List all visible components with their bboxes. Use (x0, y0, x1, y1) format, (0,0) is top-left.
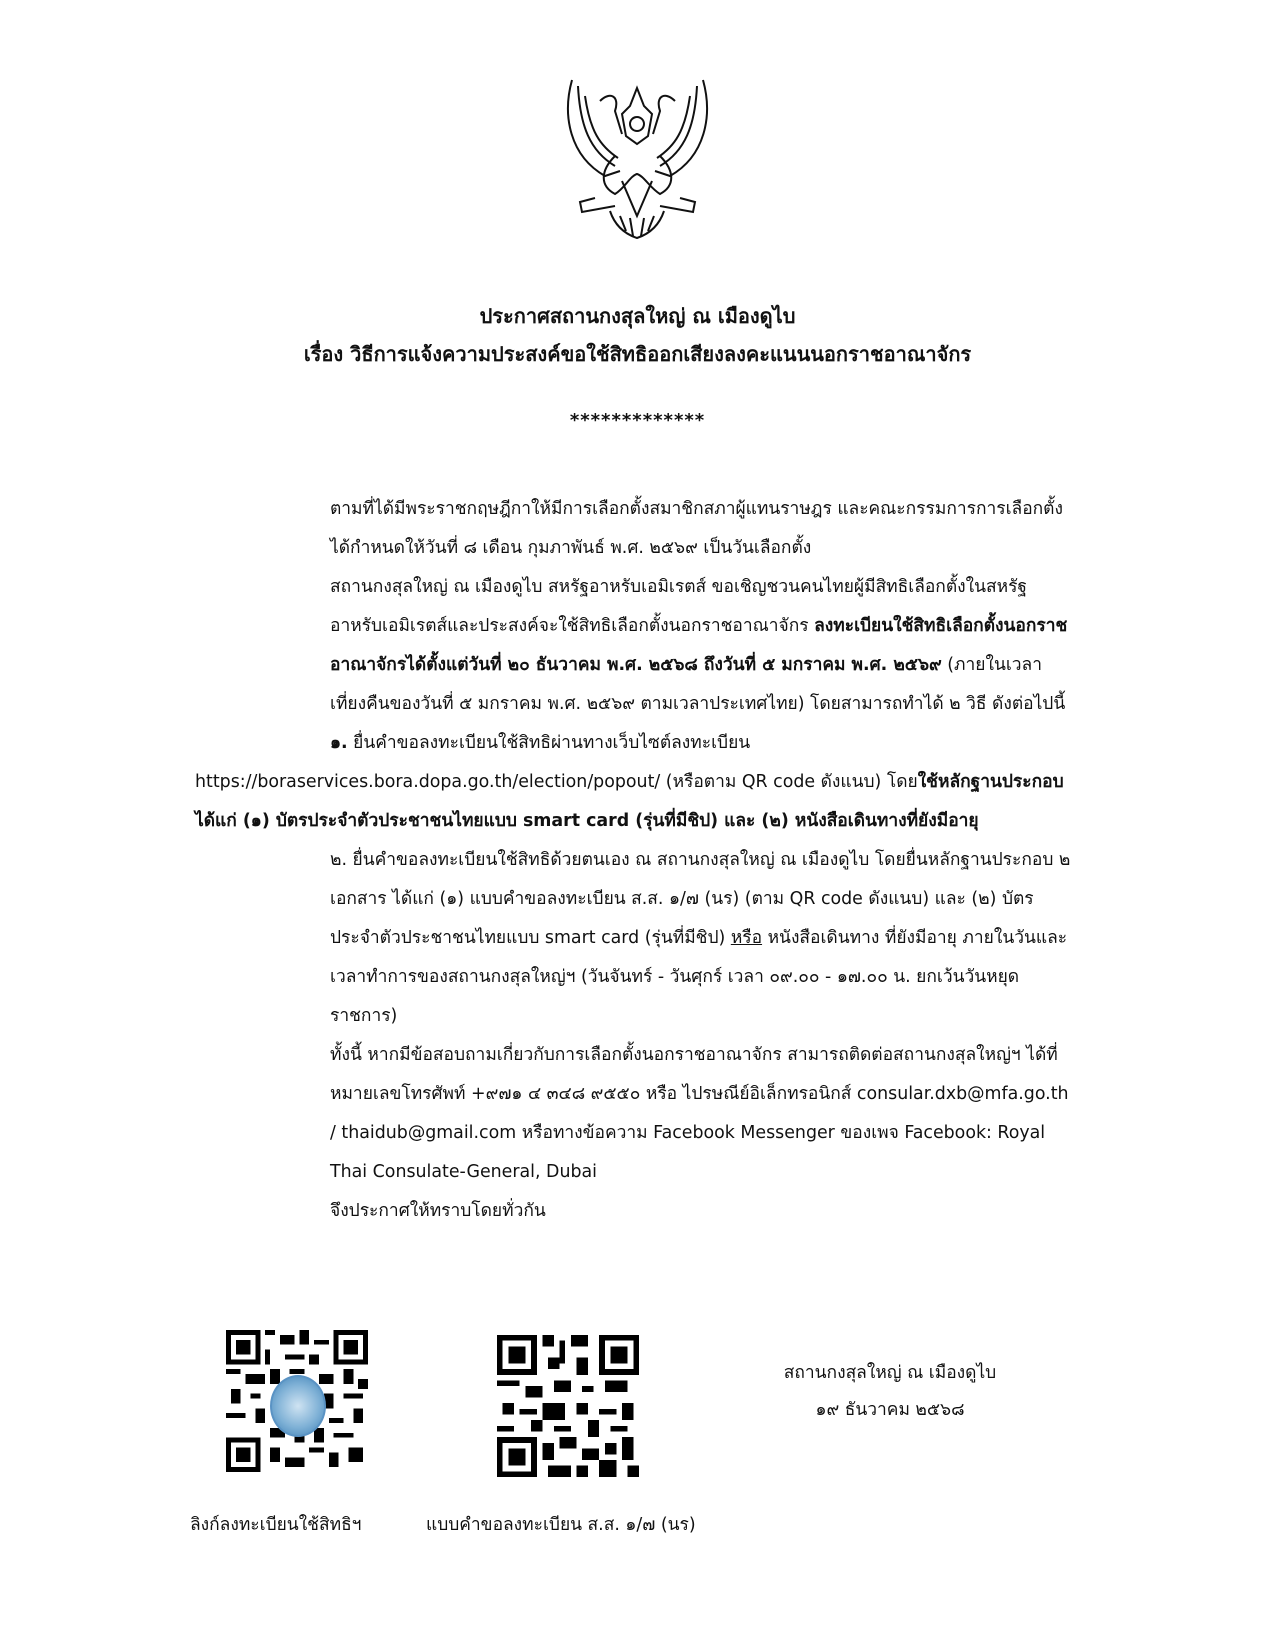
paragraph-contact: ทั้งนี้ หากมีข้อสอบถามเกี่ยวกับการเลือกตั้งนอกราชอาณาจักร สามารถติดต่อสถานกงสุลใหญ่ฯ ได้ที่หมายเลขโทรศัพท์ +๙๗๑ ๔ ๓๔๘ ๙๕๕๐ หรือ ไปรษณีย์อิเล็กทรอนิกส์ consular.dxb@mfa.go.th / thaidub@gmail.com หรือทางข้อความ Facebook Messenger ของเพจ Facebook: Royal Thai Consulate-General, Dubai (330, 1045, 1069, 1182)
announcement-body (195, 490, 1075, 1231)
signature-date: ๑๙ ธันวาคม ๒๕๖๘ (815, 1400, 965, 1420)
qr-caption-registration-link: ลิงก์ลงทะเบียนใช้สิทธิฯ (190, 1515, 362, 1535)
announcement-title: ประกาศสถานกงสุลใหญ่ ณ เมืองดูไบ (479, 304, 796, 328)
garuda-emblem-icon (560, 76, 715, 242)
separator: ************* (569, 410, 706, 431)
paragraph-election-date: ตามที่ได้มีพระราชกฤษฎีกาให้มีการเลือกตั้งสมาชิกสภาผู้แทนราษฎร และคณะกรรมการการเลือกตั้งได้กำหนดให้วันที่ ๘ เดือน กุมภาพันธ์ พ.ศ. ๒๕๖๙ เป็นวันเลือกตั้ง (330, 499, 1063, 558)
registration-period: ลงทะเบียนใช้สิทธิเลือกตั้งนอกราชอาณาจักรได้ตั้งแต่วันที่ ๒๐ ธันวาคม พ.ศ. ๒๕๖๘ ถึงวันที่ ๕ มกราคม พ.ศ. ๒๕๖๙ (330, 616, 1068, 675)
registration-url[interactable]: https://boraservices.bora.dopa.go.th/election/popout/ (195, 772, 661, 792)
method-2: ๒. ยื่นคำขอลงทะเบียนใช้สิทธิด้วยตนเอง ณ สถานกงสุลใหญ่ ณ เมืองดูไบ โดยยื่นหลักฐานประกอบ ๒ เอกสาร ได้แก่ (๑) แบบคำขอลงทะเบียน ส.ส. ๑/๗ (นร) (ตาม QR code ดังแนบ) และ (๒) บัตรประจำตัวประชาชนไทยแบบ smart card (รุ่นที่มีชิป) หรือ หนังสือเดินทาง ที่ยังมีอายุ ภายในวันและเวลาทำการของสถานกงสุลใหญ่ฯ (วันจันทร์ - วันศุกร์ เวลา ๐๙.๐๐ - ๑๗.๐๐ น. ยกเว้นวันหยุดราชการ) (330, 850, 1071, 1026)
qr-code-icon[interactable] (497, 1335, 639, 1477)
closing-statement: จึงประกาศให้ทราบโดยทั่วกัน (330, 1201, 546, 1221)
method-1: ๑. ยื่นคำขอลงทะเบียนใช้สิทธิผ่านทางเว็บไซต์ลงทะเบียน (330, 733, 751, 753)
announcement-subject: เรื่อง วิธีการแจ้งความประสงค์ขอใช้สิทธิออกเสียงลงคะแนนนอกราชอาณาจักร (303, 342, 972, 366)
consulate-seal-icon (270, 1375, 326, 1437)
method-1-detail: https://boraservices.bora.dopa.go.th/election/popout/ (หรือตาม QR code ดังแนบ) โดยใช้หลักฐานประกอบ ได้แก่ (๑) บัตรประจำตัวประชาชนไทยแบบ smart card (รุ่นที่มีชิป) และ (๒) หนังสือเดินทางที่ยังมีอายุ (195, 772, 1064, 831)
qr-caption-form: แบบคำขอลงทะเบียน ส.ส. ๑/๗ (นร) (426, 1515, 696, 1535)
signature-office: สถานกงสุลใหญ่ ณ เมืองดูไบ (783, 1363, 997, 1383)
paragraph-invitation: สถานกงสุลใหญ่ ณ เมืองดูไบ สหรัฐอาหรับเอมิเรตส์ ขอเชิญชวนคนไทยผู้มีสิทธิเลือกตั้งในสหรัฐอาหรับเอมิเรตส์และประสงค์จะใช้สิทธิเลือกตั้งนอกราชอาณาจักร ลงทะเบียนใช้สิทธิเลือกตั้งนอกราชอาณาจักรได้ตั้งแต่วันที่ ๒๐ ธันวาคม พ.ศ. ๒๕๖๘ ถึงวันที่ ๕ มกราคม พ.ศ. ๒๕๖๙ (ภายในเวลาเที่ยงคืนของวันที่ ๕ มกราคม พ.ศ. ๒๕๖๙ ตามเวลาประเทศไทย) โดยสามารถทำได้ ๒ วิธี ดังต่อไปนี้ (330, 577, 1068, 714)
